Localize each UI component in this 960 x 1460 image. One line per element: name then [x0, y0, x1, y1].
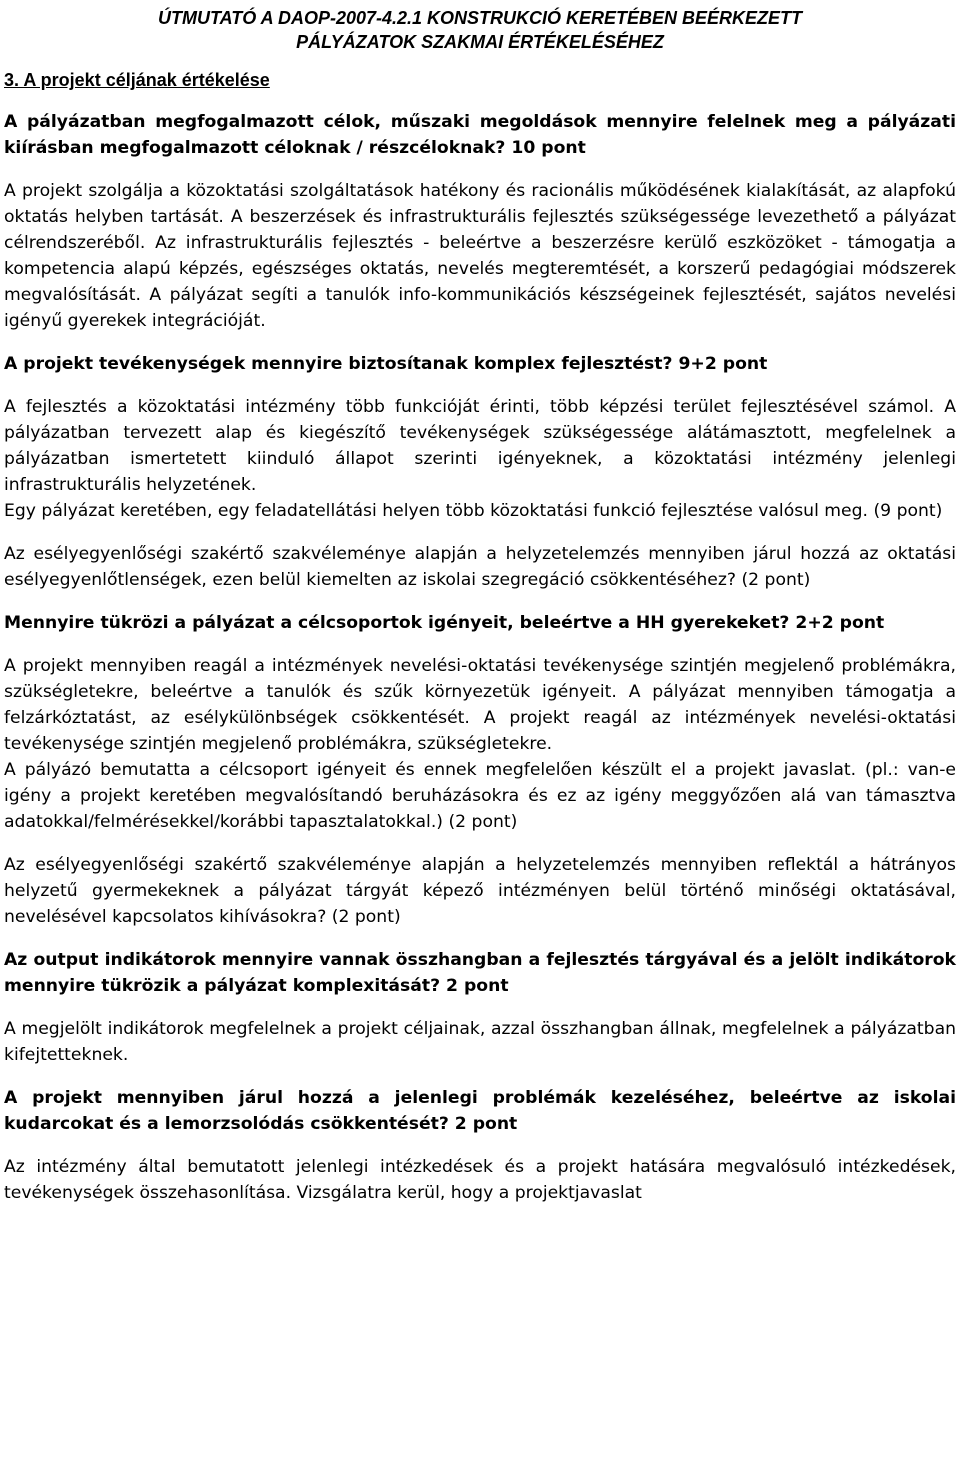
document-page	[4, 6, 956, 1206]
header-line-2: PÁLYÁZATOK SZAKMAI ÉRTÉKELÉSÉHEZ	[296, 32, 664, 52]
answer-3a: A projekt mennyiben reagál a intézmények nevelési-oktatási tevékenysége szintjén megjelenő problémákra, szükségletekre, beleértve a tanulók és szűk környezetük igényeit. A pályázat mennyiben támogatja a felzárkóztatást, az esélykülönbségek csökkentését. A projekt reagál az intézmények nevelési-oktatási tevékenysége szintjén megjelenő problémákra, szükségletekre.	[4, 656, 956, 754]
answer-2b: Egy pályázat keretében, egy feladatellátási helyen több közoktatási funkció fejlesztése valósul meg. (9 pont)	[4, 501, 943, 521]
question-5: A projekt mennyiben járul hozzá a jelenlegi problémák kezeléséhez, beleértve az iskolai kudarcokat és a lemorzsolódás csökkentését? 2 pont	[4, 1088, 956, 1134]
header-line-1: ÚTMUTATÓ A DAOP-2007-4.2.1 KONSTRUKCIÓ KERETÉBEN BEÉRKEZETT	[157, 8, 803, 28]
answer-1: A projekt szolgálja a közoktatási szolgáltatások hatékony és racionális működésének kialakítását, az alapfokú oktatás helyben tartását. A beszerzések és infrastrukturális fejlesztés szükségessége levezethető a pályázat célrendszeréből. Az infrastrukturális fejlesztés - beleértve a beszerzésre kerülő eszközöket - támogatja a kompetencia alapú képzés, egészséges oktatás, nevelés megteremtését, a korszerű pedagógiai módszerek megvalósítását. A pályázat segíti a tanulók info-kommunikációs készségeinek fejlesztését, sajátos nevelési igényű gyerekek integrációját.	[4, 181, 956, 331]
answer-4: A megjelölt indikátorok megfelelnek a projekt céljainak, azzal összhangban állnak, megfelelnek a pályázatban kifejtetteknek.	[4, 1019, 956, 1065]
answer-2c: Az esélyegyenlőségi szakértő szakvéleménye alapján a helyzetelemzés mennyiben járul hozzá az oktatási esélyegyenlőtlenségek, ezen belül kiemelten az iskolai szegregáció csökkentéséhez? (2 pont)	[4, 544, 956, 590]
question-3: Mennyire tükrözi a pályázat a célcsoportok igényeit, beleértve a HH gyerekeket? 2+2 pont	[4, 613, 885, 633]
answer-2a: A fejlesztés a közoktatási intézmény több funkcióját érinti, több képzési terület fejlesztésével számol. A pályázatban tervezett alap és kiegészítő tevékenységek szükségessége alátámasztott, megfelelnek a pályázatban ismertetett kiinduló állapot szerinti igényeknek, a közoktatási intézmény jelenlegi infrastrukturális helyzetének.	[4, 397, 956, 495]
answer-3b: A pályázó bemutatta a célcsoport igényeit és ennek megfelelően készült el a projekt javaslat. (pl.: van-e igény a projekt keretében megvalósítandó beruházásokra és ez az igény meggyőzően alá van támasztva adatokkal/felmérésekkel/korábbi tapasztalatokkal.) (2 pont)	[4, 760, 956, 832]
section-title: 3. A projekt céljának értékelése	[4, 70, 270, 90]
question-1: A pályázatban megfogalmazott célok, műszaki megoldások mennyire felelnek meg a pályázati kiírásban megfogalmazott céloknak / részcéloknak? 10 pont	[4, 112, 956, 158]
question-2: A projekt tevékenységek mennyire biztosítanak komplex fejlesztést? 9+2 pont	[4, 354, 768, 374]
document-header	[4, 6, 956, 54]
answer-5: Az intézmény által bemutatott jelenlegi intézkedések és a projekt hatására megvalósuló intézkedések, tevékenységek összehasonlítása. Vizsgálatra kerül, hogy a projektjavaslat	[4, 1157, 956, 1203]
answer-3c: Az esélyegyenlőségi szakértő szakvéleménye alapján a helyzetelemzés mennyiben reflektál a hátrányos helyzetű gyermekeknek a pályázat tárgyát képező intézményen belül történő minőségi oktatásával, nevelésével kapcsolatos kihívásokra? (2 pont)	[4, 855, 956, 927]
question-4: Az output indikátorok mennyire vannak összhangban a fejlesztés tárgyával és a jelölt indikátorok mennyire tükrözik a pályázat komplexitását? 2 pont	[4, 950, 956, 996]
